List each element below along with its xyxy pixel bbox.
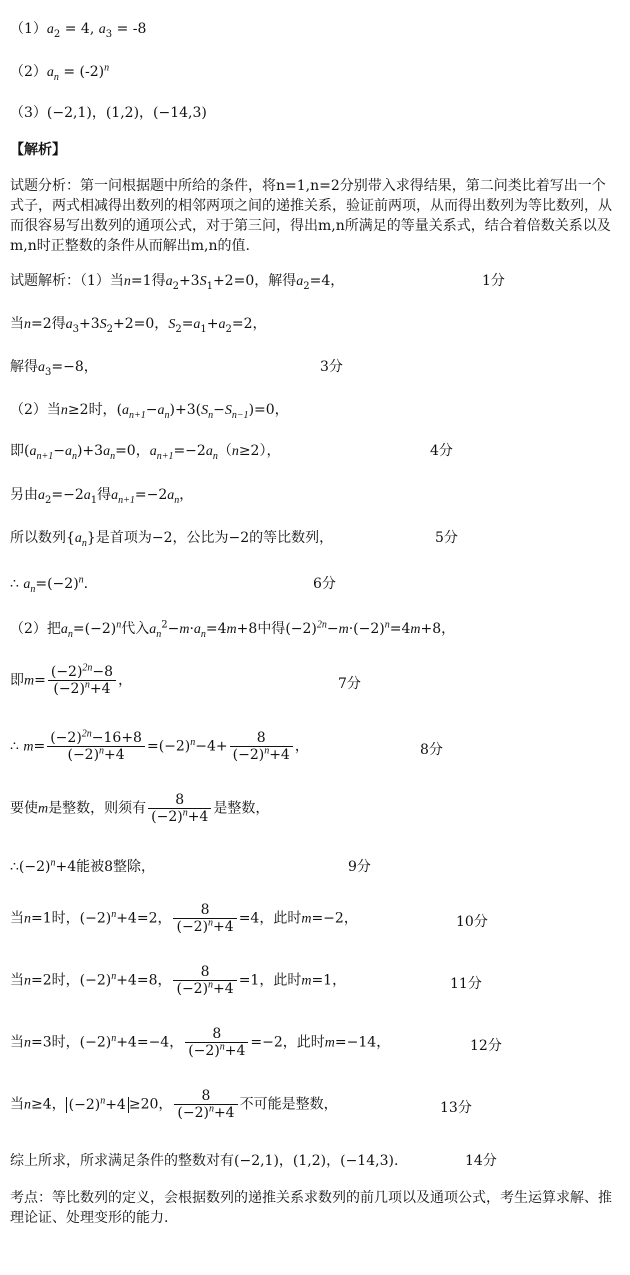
- score-3: 3分: [320, 359, 343, 375]
- solution-line-3: 解得$a_3=-8$，: [10, 359, 98, 378]
- solution-line-12: 要使m是整数，则须有 $\frac{8}{(-2)^n+4}$ 是整数，: [10, 792, 270, 825]
- solution-line-10: 即m= $\frac{(-2)^{2n}-8}{(-2)^n+4}$ ，: [10, 662, 133, 697]
- answer-3-label: （3）: [10, 105, 47, 121]
- answer-1: $(1)a_2 = 4$, $a_3 = -8$: [10, 21, 147, 40]
- answer-2-label: （2）: [10, 64, 47, 80]
- score-14: 14分: [465, 1153, 497, 1169]
- analysis-header: 【解析】: [10, 142, 66, 158]
- analysis-paragraph: 试题分析：第一问根据题中所给的条件，将n=1,n=2分别带入求得结果，第二问类比着写出一个式子，两式相减得出数列的相邻两项之间的递推关系，验证前两项，从而得出数列为等比数列，从而很容易写出数列的通项公式，对于第三问，得出m,n所满足的等量关系式，结合着倍数关系以及m,n时正整数的条件从而解出m,n的值.: [10, 178, 612, 254]
- solution-line-16: 当n=3时，$(-2)^n+4=-4$， $\frac{8}{(-2)^n+4}$ =−2，此时m=−14，: [10, 1026, 391, 1059]
- score-4: 4分: [430, 443, 453, 459]
- answer-2: $(2)a_n = (-2)^n$: [10, 62, 110, 83]
- solution-line-5: 即$(a_{n+1}-a_n)+3a_n=0$，$a_{n+1}=-2a_n(n\ge 2)$，: [10, 443, 281, 462]
- score-1: 1分: [482, 273, 505, 289]
- score-6: 6分: [313, 576, 336, 592]
- solution-line-15: 当n=2时，$(-2)^n+4=8$， $\frac{8}{(-2)^n+4}$ =1，此时m=1，: [10, 964, 347, 997]
- score-9: 9分: [348, 859, 371, 875]
- solution-line-11: ∴ m= $\frac{(-2)^{2n}-16+8}{(-2)^n+4}$ $=(-2)^n-4+$ $\frac{8}{(-2)^n+4}$ ，: [10, 728, 309, 763]
- solution-line-4: （2）当n≥2时，$(a_{n+1}-a_n)+3(S_n-S_{n-1})=0$，: [10, 402, 289, 421]
- score-5: 5分: [435, 530, 458, 546]
- kaodian-paragraph: 考点：等比数列的定义，会根据数列的递推关系求数列的前几项以及通项公式，考生运算求解、推理论证、处理变形的能力.: [10, 1190, 612, 1226]
- solution-line-13: $\therefore(-2)^n+4$能被8整除，: [10, 857, 156, 875]
- solution-line-2: 当n=2得$a_3+3S_2+2=0$，$S_2=a_1+a_2=2$，: [10, 316, 267, 335]
- answer-3-pairs: (−2,1)，(1,2)，(−14,3): [46, 105, 207, 121]
- solution-line-17: 当n≥4， $(-2)^n+4 \ge 20$， $\frac{8}{(-2)^n+4}$ 不可能是整数，: [10, 1088, 338, 1121]
- score-10: 10分: [456, 914, 488, 930]
- score-13: 13分: [440, 1100, 472, 1116]
- answer-3: [10, 103, 207, 123]
- solution-line-8: ∴ $a_n=(-2)^n$.: [10, 574, 89, 595]
- score-11: 11分: [450, 976, 482, 992]
- solution-line-1: 试题解析：（1）当n=1得$a_2+3S_1+2=0$，解得$a_2=4$，: [10, 273, 345, 292]
- solution-line-18: 综上所求，所求满足条件的整数对有(−2,1)，(1,2)，(−14,3).: [10, 1153, 399, 1169]
- solution-line-9: （2）把$a_n=(-2)^n$代入$a_n^2-m\cdot a_n=4m+8$中得$(-2)^{2n}-m\cdot(-2)^n=4m+8$，: [10, 619, 456, 640]
- score-7: 7分: [338, 676, 361, 692]
- score-8: 8分: [420, 742, 443, 758]
- solution-line-7: 所以数列$\{a_n\}$是首项为−2，公比为−2的等比数列，: [10, 530, 334, 549]
- answer-1-label: （1）: [10, 21, 47, 37]
- solution-line-14: 当n=1时，$(-2)^n+4=2$， $\frac{8}{(-2)^n+4}$ =4，此时m=−2，: [10, 902, 358, 935]
- solution-line-6: 另由$a_2=-2a_1$得$a_{n+1}=-2a_n$，: [10, 487, 194, 506]
- score-12: 12分: [470, 1038, 502, 1054]
